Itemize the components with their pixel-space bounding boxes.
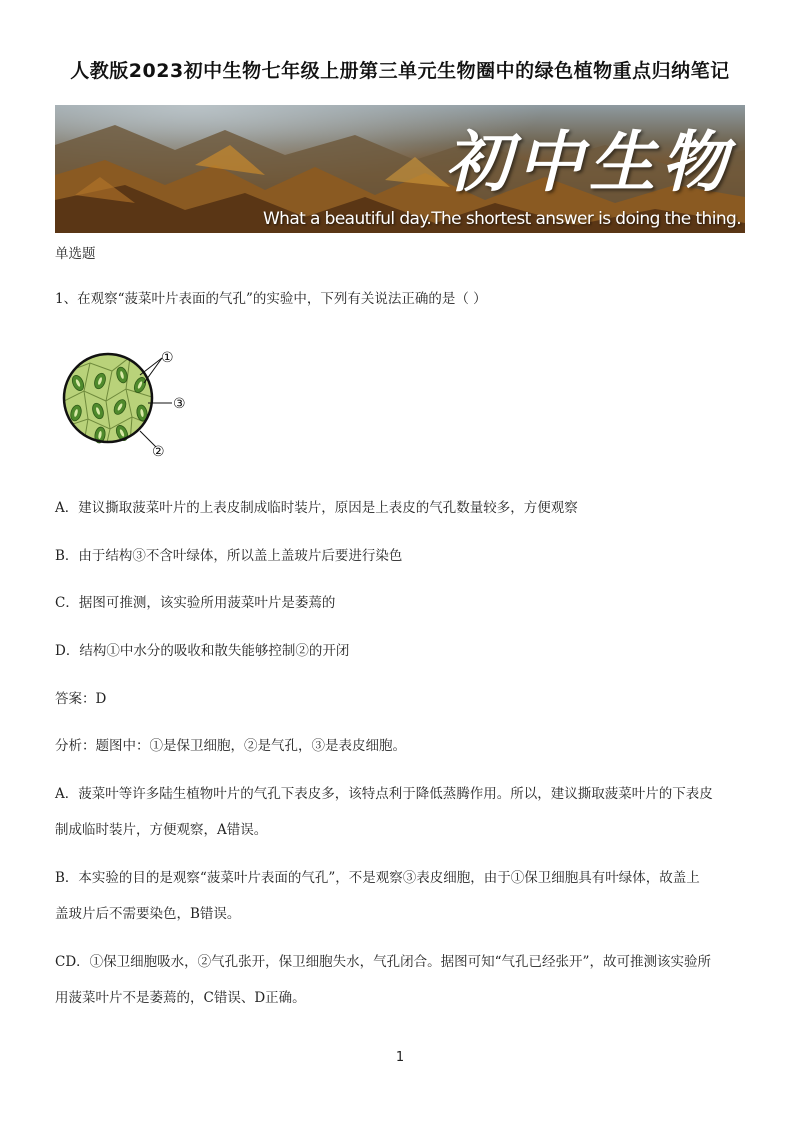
- explanation-cd-line2: 用菠菜叶片不是萎蔫的，C错误、D正确。: [55, 990, 306, 1006]
- option-d: D．结构①中水分的吸收和散失能够控制②的开闭: [55, 643, 350, 659]
- label-3: ③: [173, 396, 186, 412]
- question-text: 1、在观察“菠菜叶片表面的气孔”的实验中，下列有关说法正确的是（ ）: [55, 291, 487, 307]
- banner-slogan: What a beautiful day.The shortest answer is doing the thing.: [262, 209, 741, 229]
- label-1: ①: [161, 350, 174, 366]
- option-c: C．据图可推测，该实验所用菠菜叶片是萎蔫的: [55, 595, 336, 611]
- section-heading: 单选题: [55, 246, 96, 262]
- label-2: ②: [152, 444, 165, 460]
- document-title: 人教版2023初中生物七年级上册第三单元生物圈中的绿色植物重点归纳笔记: [70, 60, 730, 82]
- banner-image: [55, 105, 745, 233]
- option-b: B．由于结构③不含叶绿体，所以盖上盖玻片后要进行染色: [55, 548, 403, 564]
- explanation-a-line1: A．菠菜叶等许多陆生植物叶片的气孔下表皮多，该特点利于降低蒸腾作用。所以，建议撕取菠菜叶片的下表皮: [55, 786, 713, 802]
- banner-title: 初中生物: [445, 123, 733, 201]
- answer-text: 答案：D: [55, 691, 107, 707]
- option-a: A．建议撕取菠菜叶片的上表皮制成临时装片，原因是上表皮的气孔数量较多，方便观察: [55, 500, 578, 516]
- analysis-text: 分析：题图中：①是保卫细胞，②是气孔，③是表皮细胞。: [55, 738, 406, 754]
- explanation-a-line2: 制成临时装片，方便观察，A错误。: [55, 822, 268, 838]
- explanation-b-line1: B．本实验的目的是观察“菠菜叶片表面的气孔”，不是观察③表皮细胞，由于①保卫细胞具有叶绿体，故盖上: [55, 870, 700, 886]
- explanation-cd-line1: CD．①保卫细胞吸水，②气孔张开，保卫细胞失水，气孔闭合。据图可知“气孔已经张开”，故可推测该实验所: [55, 954, 711, 970]
- page-number: 1: [395, 1050, 405, 1065]
- stomata-figure: [60, 343, 200, 467]
- explanation-b-line2: 盖玻片后不需要染色，B错误。: [55, 906, 241, 922]
